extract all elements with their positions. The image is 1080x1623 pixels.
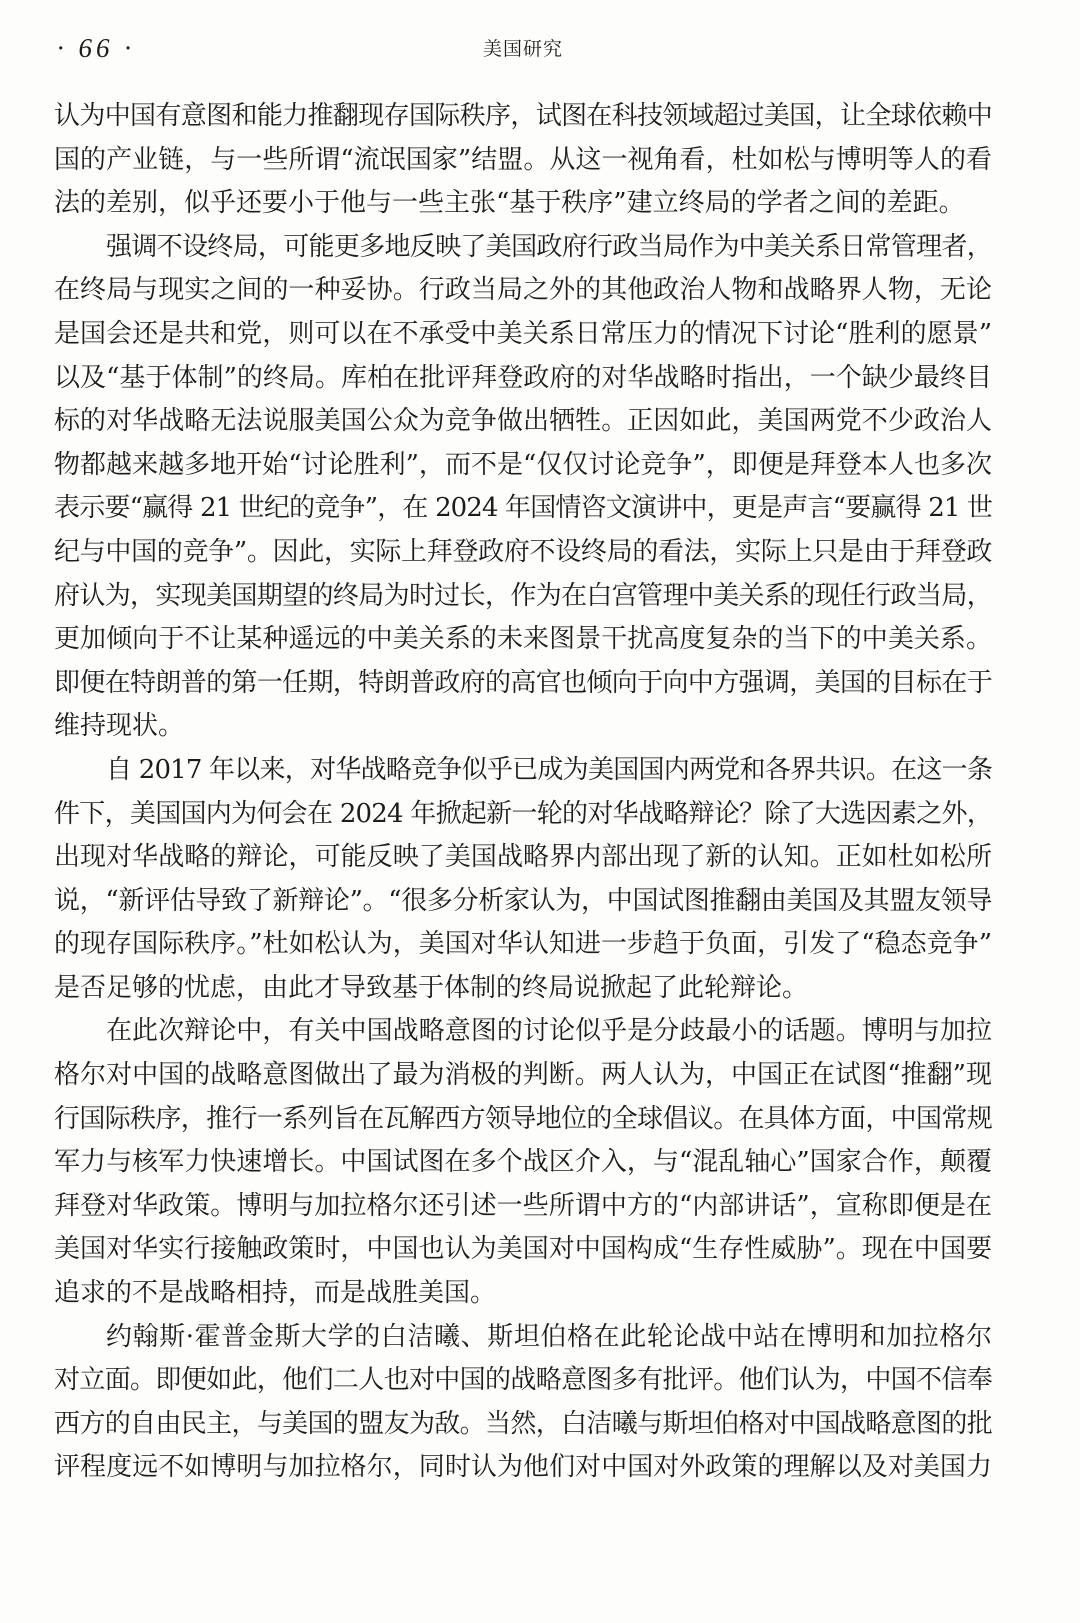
text-line: 府认为，实现美国期望的终局为时过长，作为在白宫管理中美关系的现任行政当局，: [54, 580, 992, 611]
text-line: 追求的不是战略相持，而是战胜美国。: [54, 1278, 497, 1309]
text-line: 美国对华实行接触政策时，中国也认为美国对中国构成“生存性威胁”。现在中国要: [54, 1234, 992, 1265]
journal-title: 美国研究: [482, 38, 563, 60]
page-number: · 66 ·: [57, 33, 135, 63]
paragraph-2: [54, 226, 992, 749]
text-line: 以及“基于体制”的终局。库柏在批评拜登政府的对华战略时指出，一个缺少最终目: [54, 362, 992, 393]
text-line: 件下，美国国内为何会在 2024 年掀起新一轮的对华战略辩论？除了大选因素之外，: [54, 798, 992, 829]
paragraph-5: [54, 1316, 992, 1490]
text-line: 在此次辩论中，有关中国战略意图的讨论似乎是分歧最小的话题。博明与加拉: [106, 1016, 992, 1047]
running-header: [54, 30, 992, 66]
paragraph-1: [54, 95, 992, 226]
text-line: 格尔对中国的战略意图做出了最为消极的判断。两人认为，中国正在试图“推翻”现: [54, 1060, 992, 1091]
text-line: 军力与核军力快速增长。中国试图在多个战区介入，与“混乱轴心”国家合作，颠覆: [54, 1147, 992, 1178]
text-line: 在终局与现实之间的一种妥协。行政当局之外的其他政治人物和战略界人物，无论: [54, 275, 992, 306]
text-line: 纪与中国的竞争”。因此，实际上拜登政府不设终局的看法，实际上只是由于拜登政: [54, 536, 992, 567]
text-line: 评程度远不如博明与加拉格尔，同时认为他们对中国对外政策的理解以及对美国力: [54, 1452, 992, 1483]
text-line: 是否足够的忧虑，由此才导致基于体制的终局说掀起了此轮辩论。: [54, 972, 809, 1003]
text-line: 拜登对华政策。博明与加拉格尔还引述一些所谓中方的“内部讲话”，宣称即便是在: [54, 1190, 992, 1221]
text-line: 是国会还是共和党，则可以在不承受中美关系日常压力的情况下讨论“胜利的愿景”: [54, 318, 992, 349]
text-line: 法的差别，似乎还要小于他与一些主张“基于秩序”建立终局的学者之间的差距。: [54, 188, 965, 219]
text-line: 维持现状。: [54, 711, 185, 742]
text-line: 约翰斯·霍普金斯大学的白洁曦、斯坦伯格在此轮论战中站在博明和加拉格尔: [106, 1321, 992, 1352]
text-line: 西方的自由民主，与美国的盟友为敌。当然，白洁曦与斯坦伯格对中国战略意图的批: [54, 1408, 992, 1439]
text-line: 认为中国有意图和能力推翻现存国际秩序，试图在科技领域超过美国，让全球依赖中: [54, 101, 992, 131]
text-line: 自 2017 年以来，对华战略竞争似乎已成为美国国内两党和各界共识。在这一条: [106, 754, 992, 785]
text-line: 说，“新评估导致了新辩论”。“很多分析家认为，中国试图推翻由美国及其盟友领导: [54, 885, 992, 916]
text-line: 国的产业链，与一些所谓“流氓国家”结盟。从这一视角看，杜如松与博明等人的看: [54, 144, 992, 175]
paragraph-4: [54, 1010, 992, 1315]
text-line: 行国际秩序，推行一系列旨在瓦解西方领导地位的全球倡议。在具体方面，中国常规: [54, 1103, 992, 1134]
text-line: 的现存国际秩序。”杜如松认为，美国对华认知进一步趋于负面，引发了“稳态竞争”: [54, 929, 992, 960]
paragraph-3: [54, 749, 992, 1011]
text-line: 更加倾向于不让某种遥远的中美关系的未来图景干扰高度复杂的当下的中美关系。: [54, 624, 992, 655]
text-line: 表示要“赢得 21 世纪的竞争”，在 2024 年国情咨文演讲中，更是声言“要赢得 21 世: [54, 493, 992, 524]
text-line: 即便在特朗普的第一任期，特朗普政府的高官也倾向于向中方强调，美国的目标在于: [54, 667, 992, 698]
text-line: 标的对华战略无法说服美国公众为竞争做出牺牲。正因如此，美国两党不少政治人: [54, 406, 992, 437]
text-line: 出现对华战略的辩论，可能反映了美国战略界内部出现了新的认知。正如杜如松所: [54, 842, 992, 873]
text-line: 强调不设终局，可能更多地反映了美国政府行政当局作为中美关系日常管理者，: [106, 231, 992, 262]
text-line: 对立面。即便如此，他们二人也对中国的战略意图多有批评。他们认为，中国不信奉: [54, 1365, 992, 1396]
text-line: 物都越来越多地开始“讨论胜利”，而不是“仅仅讨论竞争”，即便是拜登本人也多次: [54, 449, 992, 480]
body-text: [54, 95, 992, 1490]
